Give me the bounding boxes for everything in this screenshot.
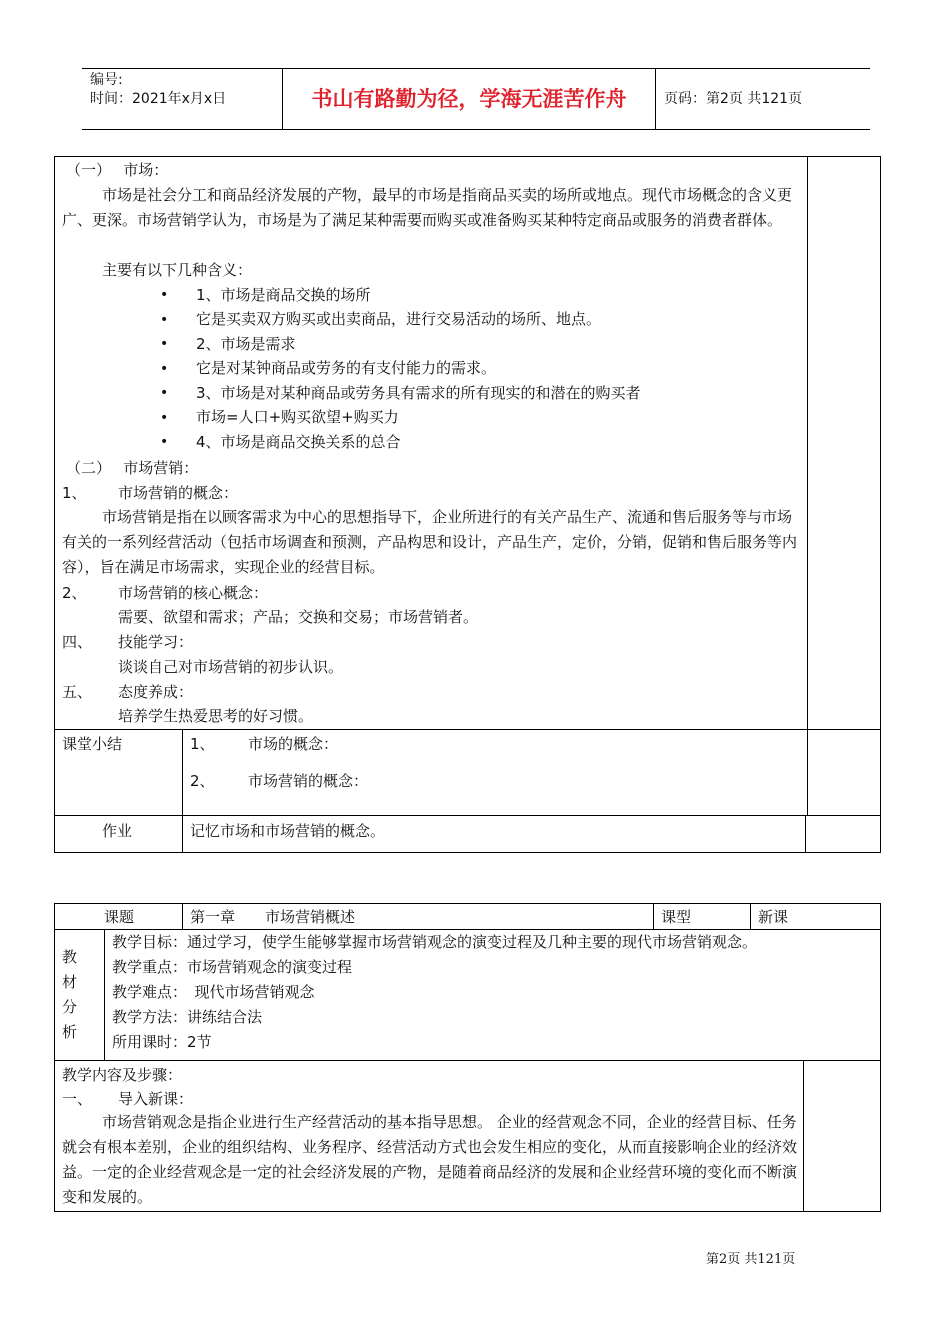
- list-item: 3、市场是对某种商品或劳务具有需求的所有现实的和潜在的购买者: [196, 384, 641, 402]
- bullet-dot: •: [160, 287, 169, 303]
- list-item: 2、市场是需求: [196, 335, 296, 353]
- item-1-paragraph: 市场营销是指在以顾客需求为中心的思想指导下，企业所进行的有关产品生产、流通和售后服务等与市场有关的一系列经营活动（包括市场调查和预测，产品构思和设计，产品生产，定价，分销，促销和售后服务等内容），旨在满足市场需求，实现企业的经营目标。: [62, 508, 798, 576]
- section-1-paragraph: 市场是社会分工和商品经济发展的产物，最早的市场是指商品买卖的场所或地点。现代市场概念的含义更广、更深。市场营销学认为，市场是为了满足某种需要而购买或准备购买某种特定商品或服务的消费者群体。: [62, 186, 793, 229]
- section-4-title: 技能学习：: [118, 633, 194, 651]
- teaching-focus: 教学重点：市场营销观念的演变过程: [112, 958, 353, 976]
- section-5-text: 培养学生热爱思考的好习惯。: [118, 707, 314, 725]
- bullet-dot: •: [160, 361, 169, 377]
- section-5-title: 态度养成：: [118, 683, 194, 701]
- header-left: [82, 69, 282, 131]
- list-item: 市场=人口+购买欲望+购买力: [196, 408, 399, 426]
- summary-label: 课堂小结: [62, 735, 123, 753]
- header-page-info: 页码：第2页 共121页: [664, 91, 803, 107]
- section-2-title: （二） 市场营销：: [66, 459, 199, 477]
- item-2-text: 需要、欲望和需求；产品；交换和交易；市场营销者。: [118, 608, 479, 626]
- section-1-title: （一） 市场：: [66, 161, 169, 179]
- item-2-number: 2、: [62, 584, 87, 602]
- bullet-dot: •: [160, 336, 169, 352]
- list-item: 1、市场是商品交换的场所: [196, 286, 371, 304]
- date-label: 时间：2021年x月x日: [90, 91, 227, 107]
- page-header: [82, 68, 870, 130]
- list-item: 4、市场是商品交换关系的总合: [196, 433, 401, 451]
- footer-page-info: 第2页 共121页: [706, 1252, 796, 1267]
- summary-item-text: 市场的概念：: [248, 735, 339, 753]
- summary-item-number: 1、: [190, 735, 215, 753]
- intro-paragraph: 市场营销观念是指企业进行生产经营活动的基本指导思想。 企业的经营观念不同，企业的经营目标、任务就会有根本差别，企业的组织结构、业务程序、经营活动方式也会发生相应的变化，从而直接影响企业的经济效益。一定的企业经营观念是一定的社会经济发展的产物，是随着商品经济的发展和企业经营环境的变化而不断演变和发展的。: [62, 1113, 798, 1206]
- type-value: 新课: [758, 908, 789, 926]
- section-1-intro: 主要有以下几种含义：: [102, 261, 253, 279]
- item-1-number: 1、: [62, 484, 87, 502]
- topic-value: 第一章 市场营销概述: [190, 908, 356, 926]
- bullet-dot: •: [160, 410, 169, 426]
- list-item: 它是对某钟商品或劳务的有支付能力的需求。: [196, 359, 497, 377]
- intro-number: 一、: [62, 1090, 93, 1108]
- class-hours: 所用课时：2节: [112, 1033, 212, 1051]
- summary-item-number: 2、: [190, 772, 215, 790]
- bullet-dot: •: [160, 385, 169, 401]
- summary-item-text: 市场营销的概念：: [248, 772, 369, 790]
- teaching-goal: 教学目标：通过学习，使学生能够掌握市场营销观念的演变过程及几种主要的现代市场营销观念。: [112, 933, 758, 951]
- intro-title: 导入新课：: [118, 1090, 194, 1108]
- number-label: 编号:: [90, 72, 123, 88]
- bullet-dot: •: [160, 312, 169, 328]
- motto: 书山有路勤为径，学海无涯苦作舟: [282, 69, 656, 129]
- type-label: 课型: [661, 908, 692, 926]
- bullet-dot: •: [160, 434, 169, 450]
- homework-text: 记忆市场和市场营销的概念。: [190, 822, 386, 840]
- section-4-text: 谈谈自己对市场营销的初步认识。: [118, 658, 344, 676]
- homework-label: 作业: [102, 822, 133, 840]
- item-2-title: 市场营销的核心概念：: [118, 584, 269, 602]
- section-5-number: 五、: [62, 683, 93, 701]
- topic-label: 课题: [104, 908, 135, 926]
- list-item: 它是买卖双方购买或出卖商品，进行交易活动的场所、地点。: [196, 310, 602, 328]
- teaching-difficulty: 教学难点： 现代市场营销观念: [112, 983, 315, 1001]
- teaching-method: 教学方法：讲练结合法: [112, 1008, 263, 1026]
- content-title: 教学内容及步骤：: [62, 1066, 183, 1084]
- item-1-title: 市场营销的概念：: [118, 484, 239, 502]
- section-4-number: 四、: [62, 633, 93, 651]
